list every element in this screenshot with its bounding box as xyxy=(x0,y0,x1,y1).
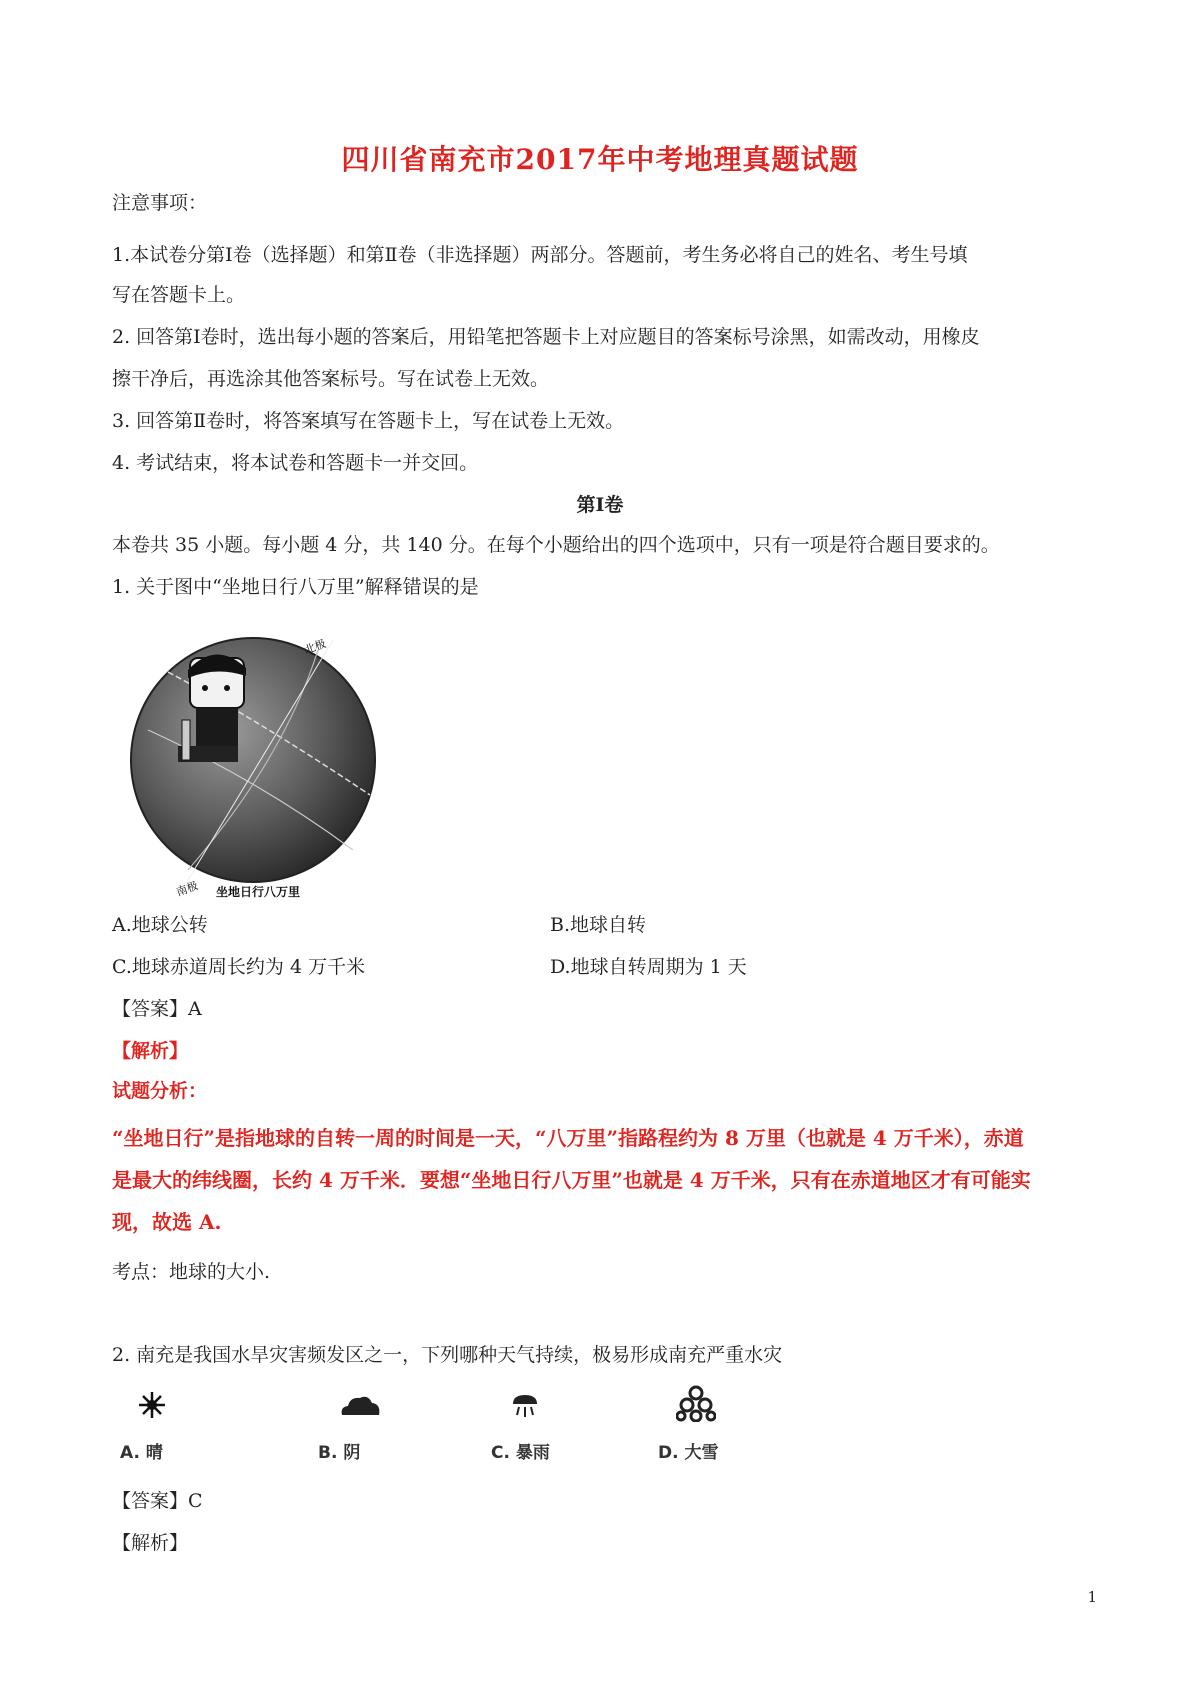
question-1-analysis-line-3: 现，故选 A. xyxy=(112,1210,222,1234)
section-intro: 本卷共 35 小题。每小题 4 分，共 140 分。在每个小题给出的四个选项中，只有一项是符合题目要求的。 xyxy=(112,534,1000,556)
question-1-analysis-heading: 【解析】 xyxy=(112,1040,189,1062)
cloud-icon xyxy=(338,1393,382,1417)
globe-figure xyxy=(108,610,428,900)
question-1-option-a: A.地球公转 xyxy=(112,914,208,936)
page-title: 四川省南充市2017年中考地理真题试题 xyxy=(341,143,859,176)
question-1-option-b: B.地球自转 xyxy=(550,914,647,936)
question-2-option-b: B. 阴 xyxy=(318,1443,361,1463)
notice-heading: 注意事项： xyxy=(112,192,208,214)
question-1-option-d: D.地球自转周期为 1 天 xyxy=(550,956,747,978)
question-2-option-a: A. 晴 xyxy=(120,1443,163,1463)
notice-item-1-line-2: 写在答题卡上。 xyxy=(112,284,246,306)
notice-item-3: 3. 回答第Ⅱ卷时，将答案填写在答题卡上，写在试卷上无效。 xyxy=(112,410,625,432)
question-2-answer: 【答案】C xyxy=(112,1490,203,1512)
question-2-stem: 2. 南充是我国水旱灾害频发区之一，下列哪种天气持续，极易形成南充严重水灾 xyxy=(112,1344,783,1366)
globe-caption: 坐地日行八万里 xyxy=(216,885,301,899)
globe-south-label: 南极 xyxy=(174,879,200,899)
question-2-analysis-heading: 【解析】 xyxy=(112,1532,189,1554)
sun-icon xyxy=(137,1390,167,1420)
question-1-answer: 【答案】A xyxy=(112,998,202,1020)
question-1-analysis-sub: 试题分析： xyxy=(112,1080,208,1102)
notice-item-1-line-1: 1.本试卷分第Ⅰ卷（选择题）和第Ⅱ卷（非选择题）两部分。答题前，考生务必将自己的姓名、考生号填 xyxy=(112,244,968,266)
notice-item-2-line-2: 擦干净后，再选涂其他答案标号。写在试卷上无效。 xyxy=(112,368,550,390)
globe-north-label: 北极 xyxy=(302,637,328,657)
notice-item-4: 4. 考试结束，将本试卷和答题卡一并交回。 xyxy=(112,452,479,474)
question-1-analysis-line-1: “坐地日行”是指地球的自转一周的时间是一天，“八万里”指路程约为 8 万里（也就是 4 万千米），赤道 xyxy=(112,1126,1024,1150)
question-1-option-c: C.地球赤道周长约为 4 万千米 xyxy=(112,956,366,978)
question-2-option-c: C. 暴雨 xyxy=(491,1443,550,1463)
question-1-point: 考点：地球的大小. xyxy=(112,1261,271,1283)
question-2-option-d: D. 大雪 xyxy=(658,1443,719,1463)
question-1-analysis-line-2: 是最大的纬线圈，长约 4 万千米．要想“坐地日行八万里”也就是 4 万千米，只有在赤道地区才有可能实 xyxy=(112,1168,1031,1192)
page-number: 1 xyxy=(1087,1588,1097,1606)
section-heading: 第Ⅰ卷 xyxy=(576,494,624,516)
question-1-stem: 1. 关于图中“坐地日行八万里”解释错误的是 xyxy=(112,576,479,598)
snow-icon xyxy=(676,1384,716,1422)
rain-icon xyxy=(510,1390,540,1420)
notice-item-2-line-1: 2. 回答第Ⅰ卷时，选出每小题的答案后，用铅笔把答题卡上对应题目的答案标号涂黑，如需改动，用橡皮 xyxy=(112,326,980,348)
